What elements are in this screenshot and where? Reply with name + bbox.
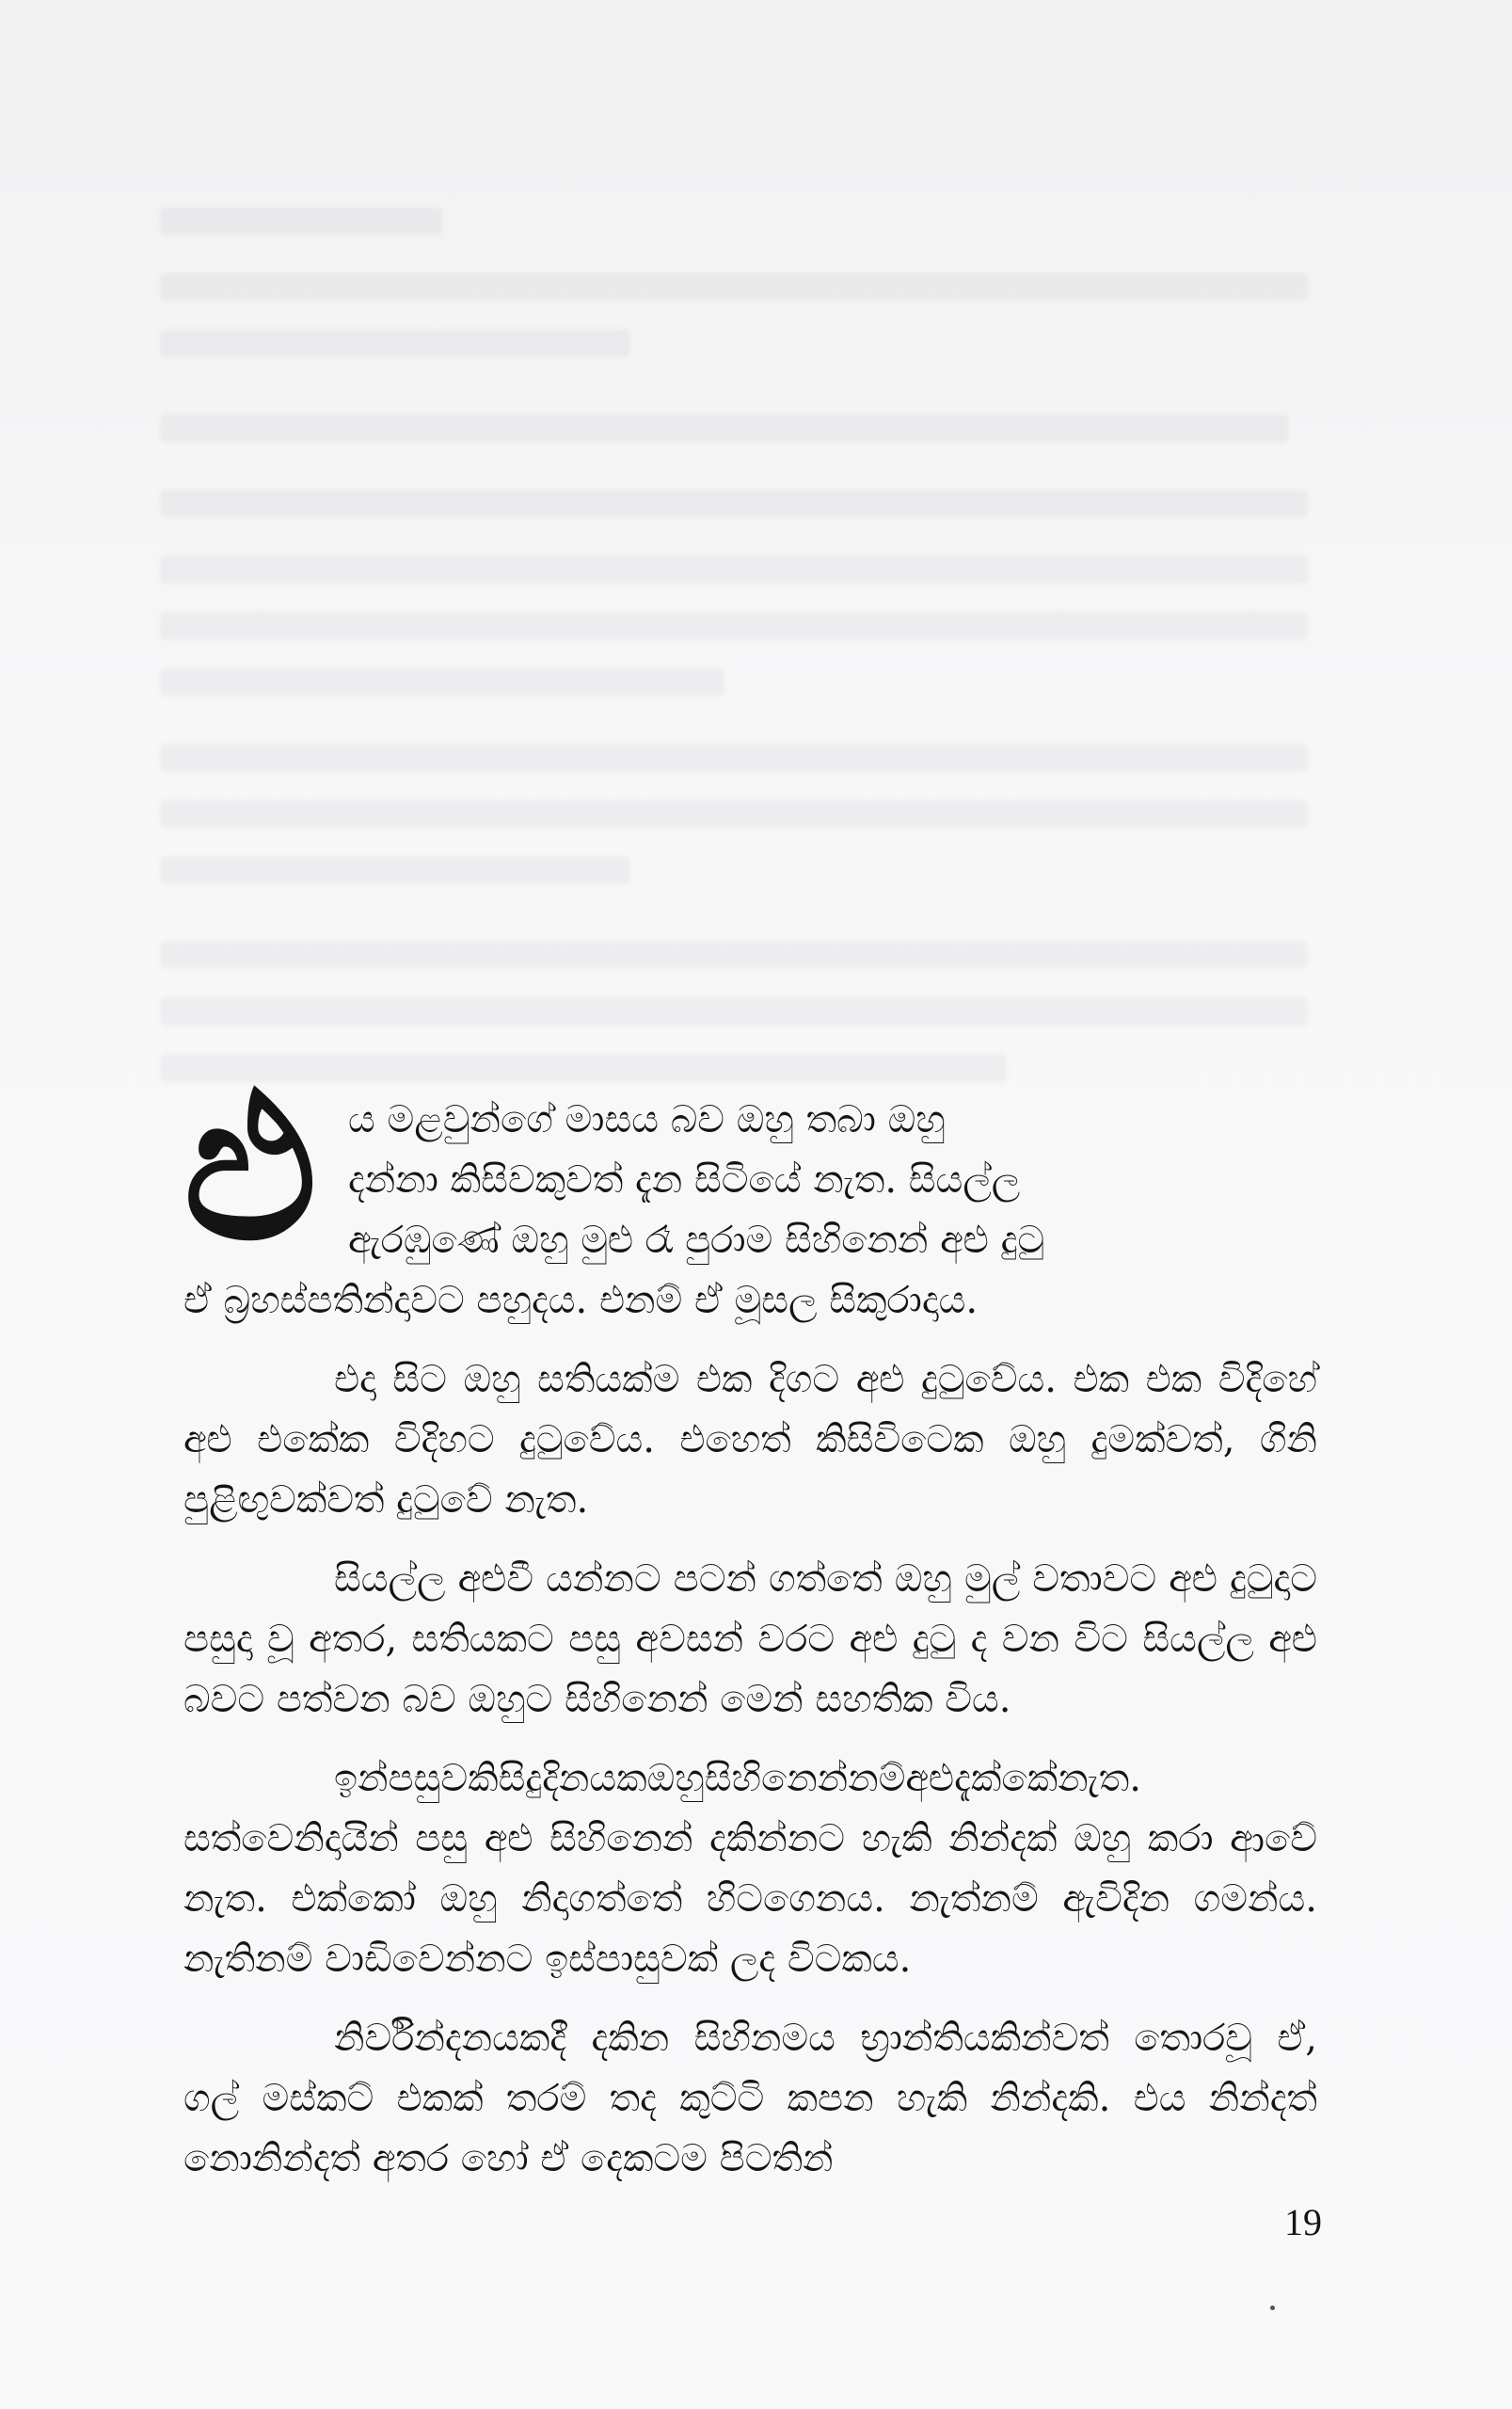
paragraph-line: ඇරඹුණේ ඔහු මුළු රෑ පුරාම සිහිනෙන් අළු දුටු — [348, 1219, 1045, 1262]
paragraph-line: ඒ බ්‍රහස්පතින්දාවට පහුදය. එනම් ඒ මූසල සිකුරාදාය. — [183, 1279, 979, 1322]
body-text — [183, 1054, 1317, 2208]
speck — [1270, 2305, 1275, 2310]
opening-paragraph — [183, 1054, 1317, 1331]
paragraph: ඉන්පසුවකිසිදුදිනයකඔහුසිහිනෙන්නම්අළුදැක්කේනැත. සත්වෙනිදායින් පසු අළු සිහිනෙන් දකින්නට හැකි නින්දක් ඔහු කරා ආවේ නැත. එක්කෝ ඔහු නිදාගත්තේ හිටගෙනය. නැත්නම් ඇවිදින ගමන්ය. නැතිනම් වාඩිවෙන්නට ඉස්පාසුවක් ලද විටකය. — [183, 1757, 1317, 1981]
paragraph-line: දන්නා කිසිවකුවත් දැන සිටියේ නැත. සියල්ල — [348, 1158, 1021, 1202]
page-number: 19 — [1284, 2201, 1322, 2243]
paragraph: එදා සිට ඔහු සතියක්ම එක දිගට අළු දුටුවේය. එක එක විදිහේ අළු එකේක විදිහට දුටුවේය. එහෙත් කිසිවිටෙක ඔහු දුමක්වත්, ගිනි පුළිඟුවක්වත් දුටුවේ නැත. — [183, 1358, 1317, 1522]
paragraph: සියල්ල අළුවී යන්නට පටන් ගත්තේ ඔහු මුල් වතාවට අළු දුටුදාට පසුදා වූ අතර, සතියකට පසු අවසන් වරට අළු දුටු ද වන විට සියල්ල අළු බවට පත්වන බව ඔහුට සිහිනෙන් මෙන් සහතික විය. — [183, 1557, 1317, 1721]
paragraph: නිර්වින්දනයකදී දකින සිහිනමය භ්‍රාන්තියකින්වත් තොරවූ ඒ, ගල් මස්කට් එකක් තරම් තද කුට්ටි කපන හැකි නින්දකි. එය නින්දත් නොනින්දත් අතර හෝ ඒ දෙකටම පිටතින් — [183, 2017, 1317, 2180]
paragraph-line: ය මළවුන්ගේ මාසය බව ඔහු තබා ඔහු — [348, 1098, 946, 1141]
dropcap-letter: ඵ — [183, 1054, 318, 1284]
